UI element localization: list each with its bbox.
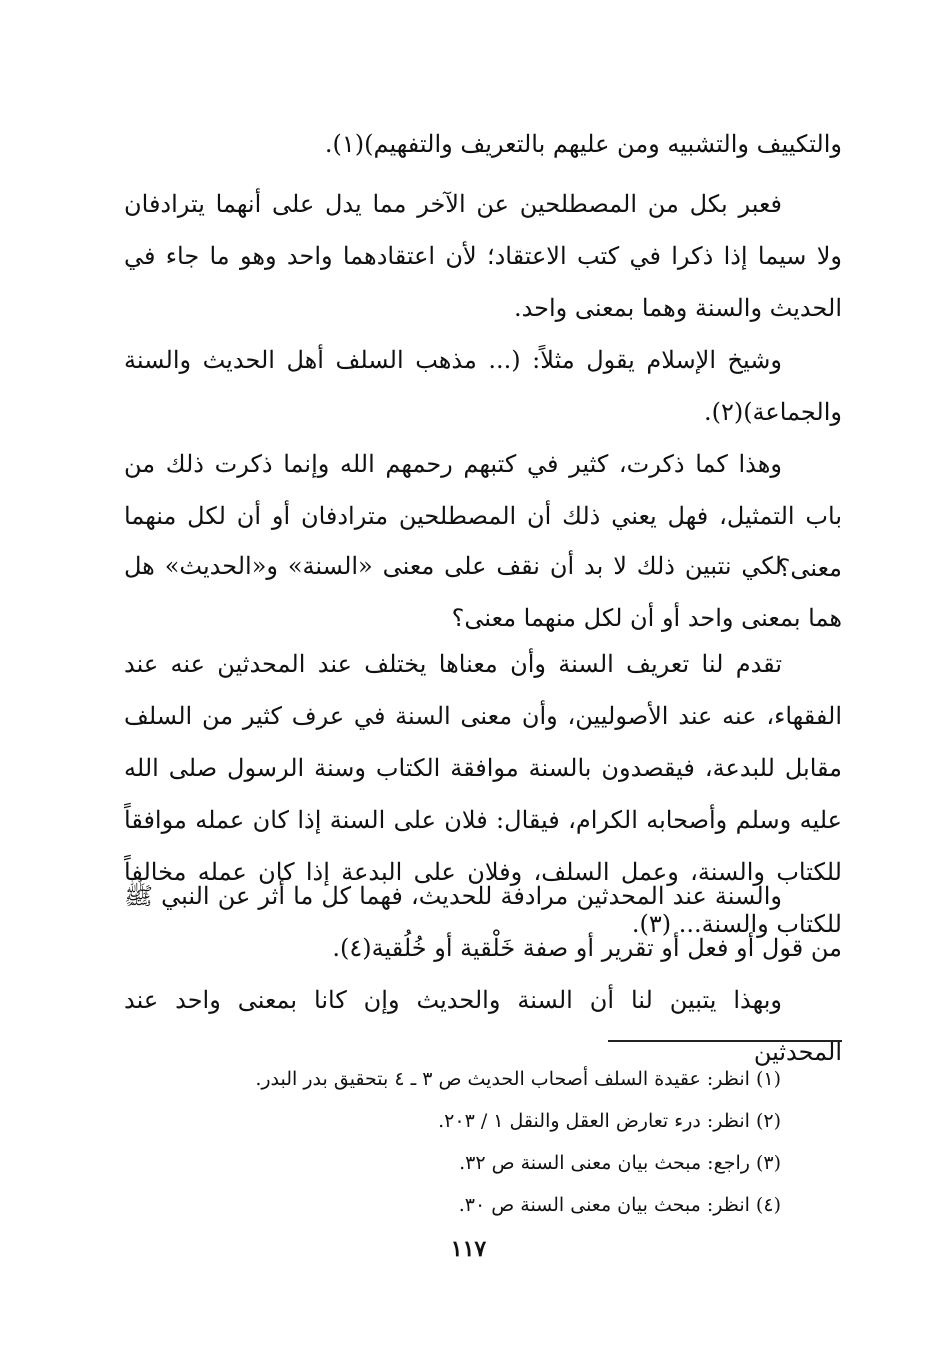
footnotes-list — [161, 1058, 781, 1226]
paragraph-3: وشيخ الإسلام يقول مثلاً: (... مذهب السلف أهل الحديث والسنة والجماعة)(٢). — [124, 346, 842, 426]
paragraph-5: لكي نتبين ذلك لا بد أن نقف على معنى «السنة» و«الحديث» هل هما بمعنى واحد أو أن لكل منهما معنى؟ — [124, 552, 842, 632]
footnote-3: (٣) راجع: مبحث بيان معنى السنة ص ٣٢. — [459, 1152, 781, 1174]
paragraph-6: تقدم لنا تعريف السنة وأن معناها يختلف عند المحدثين عنه عند الفقهاء، عنه عند الأصوليين، وأن معنى السنة في عرف كثير من السلف مقابل للبدعة، فيقصدون بالسنة موافقة الكتاب وسنة الرسول صلى الله عليه وسلم وأصحابه الكرام، فيقال: فلان على السنة إذا كان عمله موافقاً للكتاب والسنة، وعمل السلف، وفلان على البدعة إذا كان عمله مخالفاً للكتاب والسنة... (٣). — [124, 650, 842, 938]
footnote-separator — [608, 1040, 842, 1042]
footnote-4: (٤) انظر: مبحث بيان معنى السنة ص ٣٠. — [458, 1194, 781, 1216]
paragraph-4: وهذا كما ذكرت، كثير في كتبهم رحمهم الله وإنما ذكرت ذلك من باب التمثيل، فهل يعني ذلك أن المصطلحين مترادفان أو أن لكل منهما معنى؟ — [124, 450, 842, 582]
footnote-1: (١) انظر: عقيدة السلف أصحاب الحديث ص ٣ ـ ٤ بتحقيق بدر البدر. — [255, 1068, 781, 1090]
paragraph-7: والسنة عند المحدثين مرادفة للحديث، فهما كل ما أثر عن النبي ﷺ من قول أو فعل أو تقرير أو صفة خَلْقية أو خُلُقية(٤). — [124, 882, 842, 962]
paragraph-2: فعبر بكل من المصطلحين عن الآخر مما يدل على أنهما يترادفان ولا سيما إذا ذكرا في كتب الاعتقاد؛ لأن اعتقادهما واحد وهو ما جاء في الحديث والسنة وهما بمعنى واحد. — [124, 190, 842, 322]
paragraph-1: والتكييف والتشبيه ومن عليهم بالتعريف والتفهيم)(١). — [324, 130, 842, 158]
page-number: ١١٧ — [450, 1236, 487, 1262]
paragraph-8: وبهذا يتبين لنا أن السنة والحديث وإن كانا بمعنى واحد عند المحدثين — [124, 986, 842, 1066]
footnote-2: (٢) انظر: درء تعارض العقل والنقل ١ / ٢٠٣. — [438, 1110, 781, 1132]
